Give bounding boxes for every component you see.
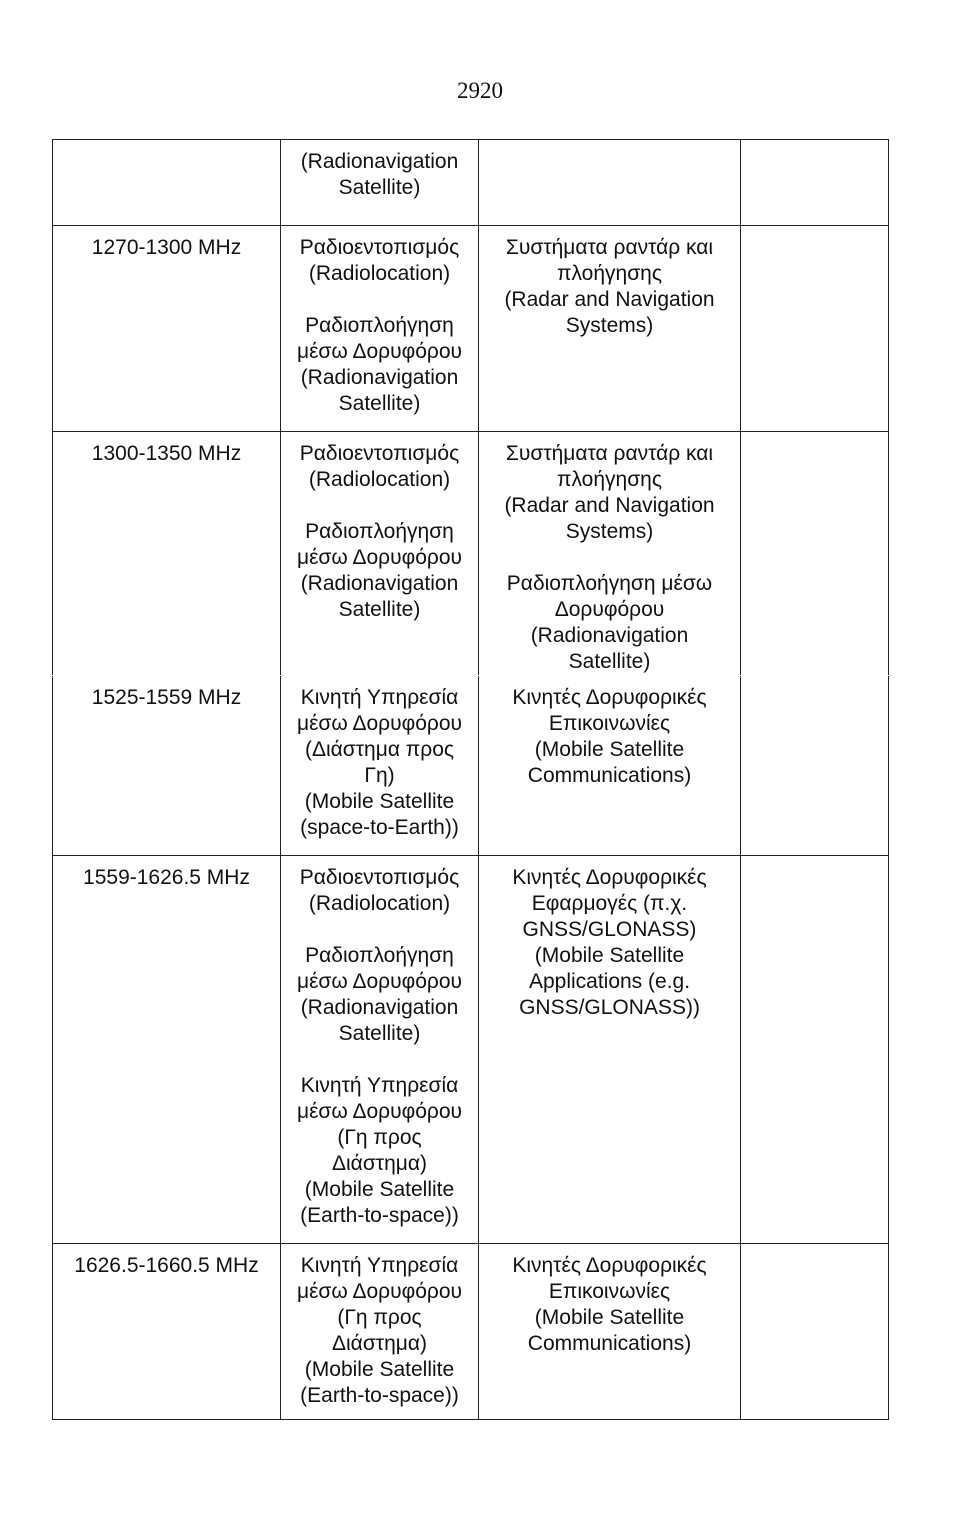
service-text-line: μέσω Δορυφόρου	[296, 1100, 463, 1123]
service-text-line: μέσω Δορυφόρου	[296, 970, 463, 993]
service-text-line: μέσω Δορυφόρου	[296, 340, 463, 363]
notes-cell	[741, 432, 889, 676]
frequency-band-cell	[53, 1244, 281, 1420]
notes-cell	[741, 140, 889, 226]
application-text-line: Επικοινωνίες	[548, 1280, 671, 1303]
frequency-band-cell	[53, 856, 281, 1244]
service-text-block	[281, 235, 478, 287]
application-text-line: Συστήματα ραντάρ και	[505, 442, 714, 465]
service-text-line: (Earth-to-space))	[300, 1204, 459, 1227]
frequency-band-label: 1270-1300 MHz	[91, 236, 242, 259]
service-text-line: (Radiolocation)	[308, 262, 451, 285]
application-text-line: Επικοινωνίες	[548, 712, 671, 735]
service-text-line: Satellite)	[338, 1022, 421, 1045]
application-text-line: (Mobile Satellite	[534, 738, 685, 761]
service-text-line: Διάστημα)	[331, 1332, 427, 1355]
service-text-line: μέσω Δορυφόρου	[296, 546, 463, 569]
service-text-line: Ραδιοεντοπισμός	[299, 236, 460, 259]
application-text-line: GNSS/GLONASS))	[519, 996, 700, 1019]
service-text-line: (Radionavigation	[300, 366, 459, 389]
service-text-line: Γη)	[364, 764, 395, 787]
table-row	[53, 856, 889, 1244]
application-text-line: Εφαρμογές (π.χ.	[531, 892, 688, 915]
application-text-line: (Mobile Satellite	[534, 1306, 685, 1329]
frequency-band-label: 1525-1559 MHz	[91, 686, 242, 709]
application-text-block	[479, 1253, 740, 1357]
service-text-block	[281, 943, 478, 1047]
service-text-line: (Mobile Satellite	[304, 790, 455, 813]
application-cell	[479, 1244, 741, 1420]
service-text-block	[281, 313, 478, 417]
application-cell	[479, 856, 741, 1244]
service-text-line: Κινητή Υπηρεσία	[300, 1254, 459, 1277]
frequency-band-cell	[53, 226, 281, 432]
service-text-line: (Radiolocation)	[308, 468, 451, 491]
service-text-line: (space-to-Earth))	[300, 816, 459, 839]
application-text-line: (Mobile Satellite	[534, 944, 685, 967]
service-allocation-cell	[281, 140, 479, 226]
service-allocation-cell	[281, 676, 479, 856]
service-text-line: Ραδιοεντοπισμός	[299, 442, 460, 465]
notes-cell	[741, 856, 889, 1244]
service-text-block	[281, 1073, 478, 1229]
application-text-line: Συστήματα ραντάρ και	[505, 236, 714, 259]
service-text-line: Ραδιοεντοπισμός	[299, 866, 460, 889]
application-text-line: Κινητές Δορυφορικές	[512, 866, 707, 889]
application-text-line: Applications (e.g.	[528, 970, 691, 993]
frequency-allocation-table	[52, 139, 889, 1420]
frequency-band-label: 1300-1350 MHz	[91, 442, 242, 465]
application-text-block	[479, 685, 740, 789]
notes-cell	[741, 226, 889, 432]
application-text-line: Ραδιοπλοήγηση μέσω	[506, 572, 713, 595]
application-text-block	[479, 235, 740, 339]
application-text-line: Systems)	[565, 314, 654, 337]
service-text-line: Satellite)	[338, 392, 421, 415]
application-text-line: Κινητές Δορυφορικές	[512, 686, 707, 709]
service-text-line: (Γη προς	[337, 1126, 422, 1149]
application-text-line: Satellite)	[568, 650, 651, 673]
service-allocation-cell	[281, 226, 479, 432]
application-text-line: (Radar and Navigation	[504, 494, 715, 517]
frequency-band-label: 1559-1626.5 MHz	[83, 866, 250, 889]
service-text-line: (Mobile Satellite	[304, 1178, 455, 1201]
service-text-line: (Radionavigation	[300, 150, 459, 173]
table-row	[53, 226, 889, 432]
service-text-block	[281, 685, 478, 841]
application-text-line: GNSS/GLONASS)	[522, 918, 697, 941]
service-text-line: μέσω Δορυφόρου	[296, 1280, 463, 1303]
service-text-line: Κινητή Υπηρεσία	[300, 686, 459, 709]
service-text-block	[281, 441, 478, 493]
application-text-line: Communications)	[527, 1332, 692, 1355]
application-cell	[479, 432, 741, 676]
application-text-line: πλοήγησης	[557, 468, 662, 491]
service-text-line: Ραδιοπλοήγηση	[305, 520, 454, 543]
service-text-line: Διάστημα)	[331, 1152, 427, 1175]
application-text-line: πλοήγησης	[557, 262, 662, 285]
service-text-line: Satellite)	[338, 176, 421, 199]
application-text-line: Δορυφόρου	[554, 598, 665, 621]
service-text-line: (Earth-to-space))	[300, 1384, 459, 1407]
service-text-line: (Radionavigation	[300, 996, 459, 1019]
application-text-line: (Radar and Navigation	[504, 288, 715, 311]
service-text-line: Satellite)	[338, 598, 421, 621]
frequency-band-cell	[53, 676, 281, 856]
service-text-block	[281, 519, 478, 623]
application-text-block	[479, 865, 740, 1021]
service-text-line: Ραδιοπλοήγηση	[305, 944, 454, 967]
application-text-line: Communications)	[527, 764, 692, 787]
frequency-band-cell	[53, 432, 281, 676]
table-row	[53, 432, 889, 676]
table-row	[53, 140, 889, 226]
service-text-line: (Mobile Satellite	[304, 1358, 455, 1381]
service-text-line: (Radionavigation	[300, 572, 459, 595]
service-text-line: Ραδιοπλοήγηση	[305, 314, 454, 337]
frequency-band-label: 1626.5-1660.5 MHz	[74, 1254, 259, 1277]
application-text-block	[479, 441, 740, 545]
application-cell	[479, 140, 741, 226]
service-allocation-cell	[281, 432, 479, 676]
service-text-block	[281, 865, 478, 917]
frequency-band-cell	[53, 140, 281, 226]
service-text-block	[281, 149, 478, 201]
service-text-line: (Διάστημα προς	[304, 738, 455, 761]
application-text-block	[479, 571, 740, 675]
page-number: 2920	[457, 78, 503, 103]
application-cell	[479, 676, 741, 856]
application-text-line: (Radionavigation	[530, 624, 689, 647]
application-cell	[479, 226, 741, 432]
service-allocation-cell	[281, 856, 479, 1244]
application-text-line: Systems)	[565, 520, 654, 543]
table-body	[53, 140, 889, 1420]
service-allocation-cell	[281, 1244, 479, 1420]
table-row	[53, 676, 889, 856]
notes-cell	[741, 676, 889, 856]
application-text-line: Κινητές Δορυφορικές	[512, 1254, 707, 1277]
service-text-line: Κινητή Υπηρεσία	[300, 1074, 459, 1097]
table-row	[53, 1244, 889, 1420]
notes-cell	[741, 1244, 889, 1420]
service-text-line: μέσω Δορυφόρου	[296, 712, 463, 735]
service-text-line: (Γη προς	[337, 1306, 422, 1329]
service-text-line: (Radiolocation)	[308, 892, 451, 915]
service-text-block	[281, 1253, 478, 1409]
